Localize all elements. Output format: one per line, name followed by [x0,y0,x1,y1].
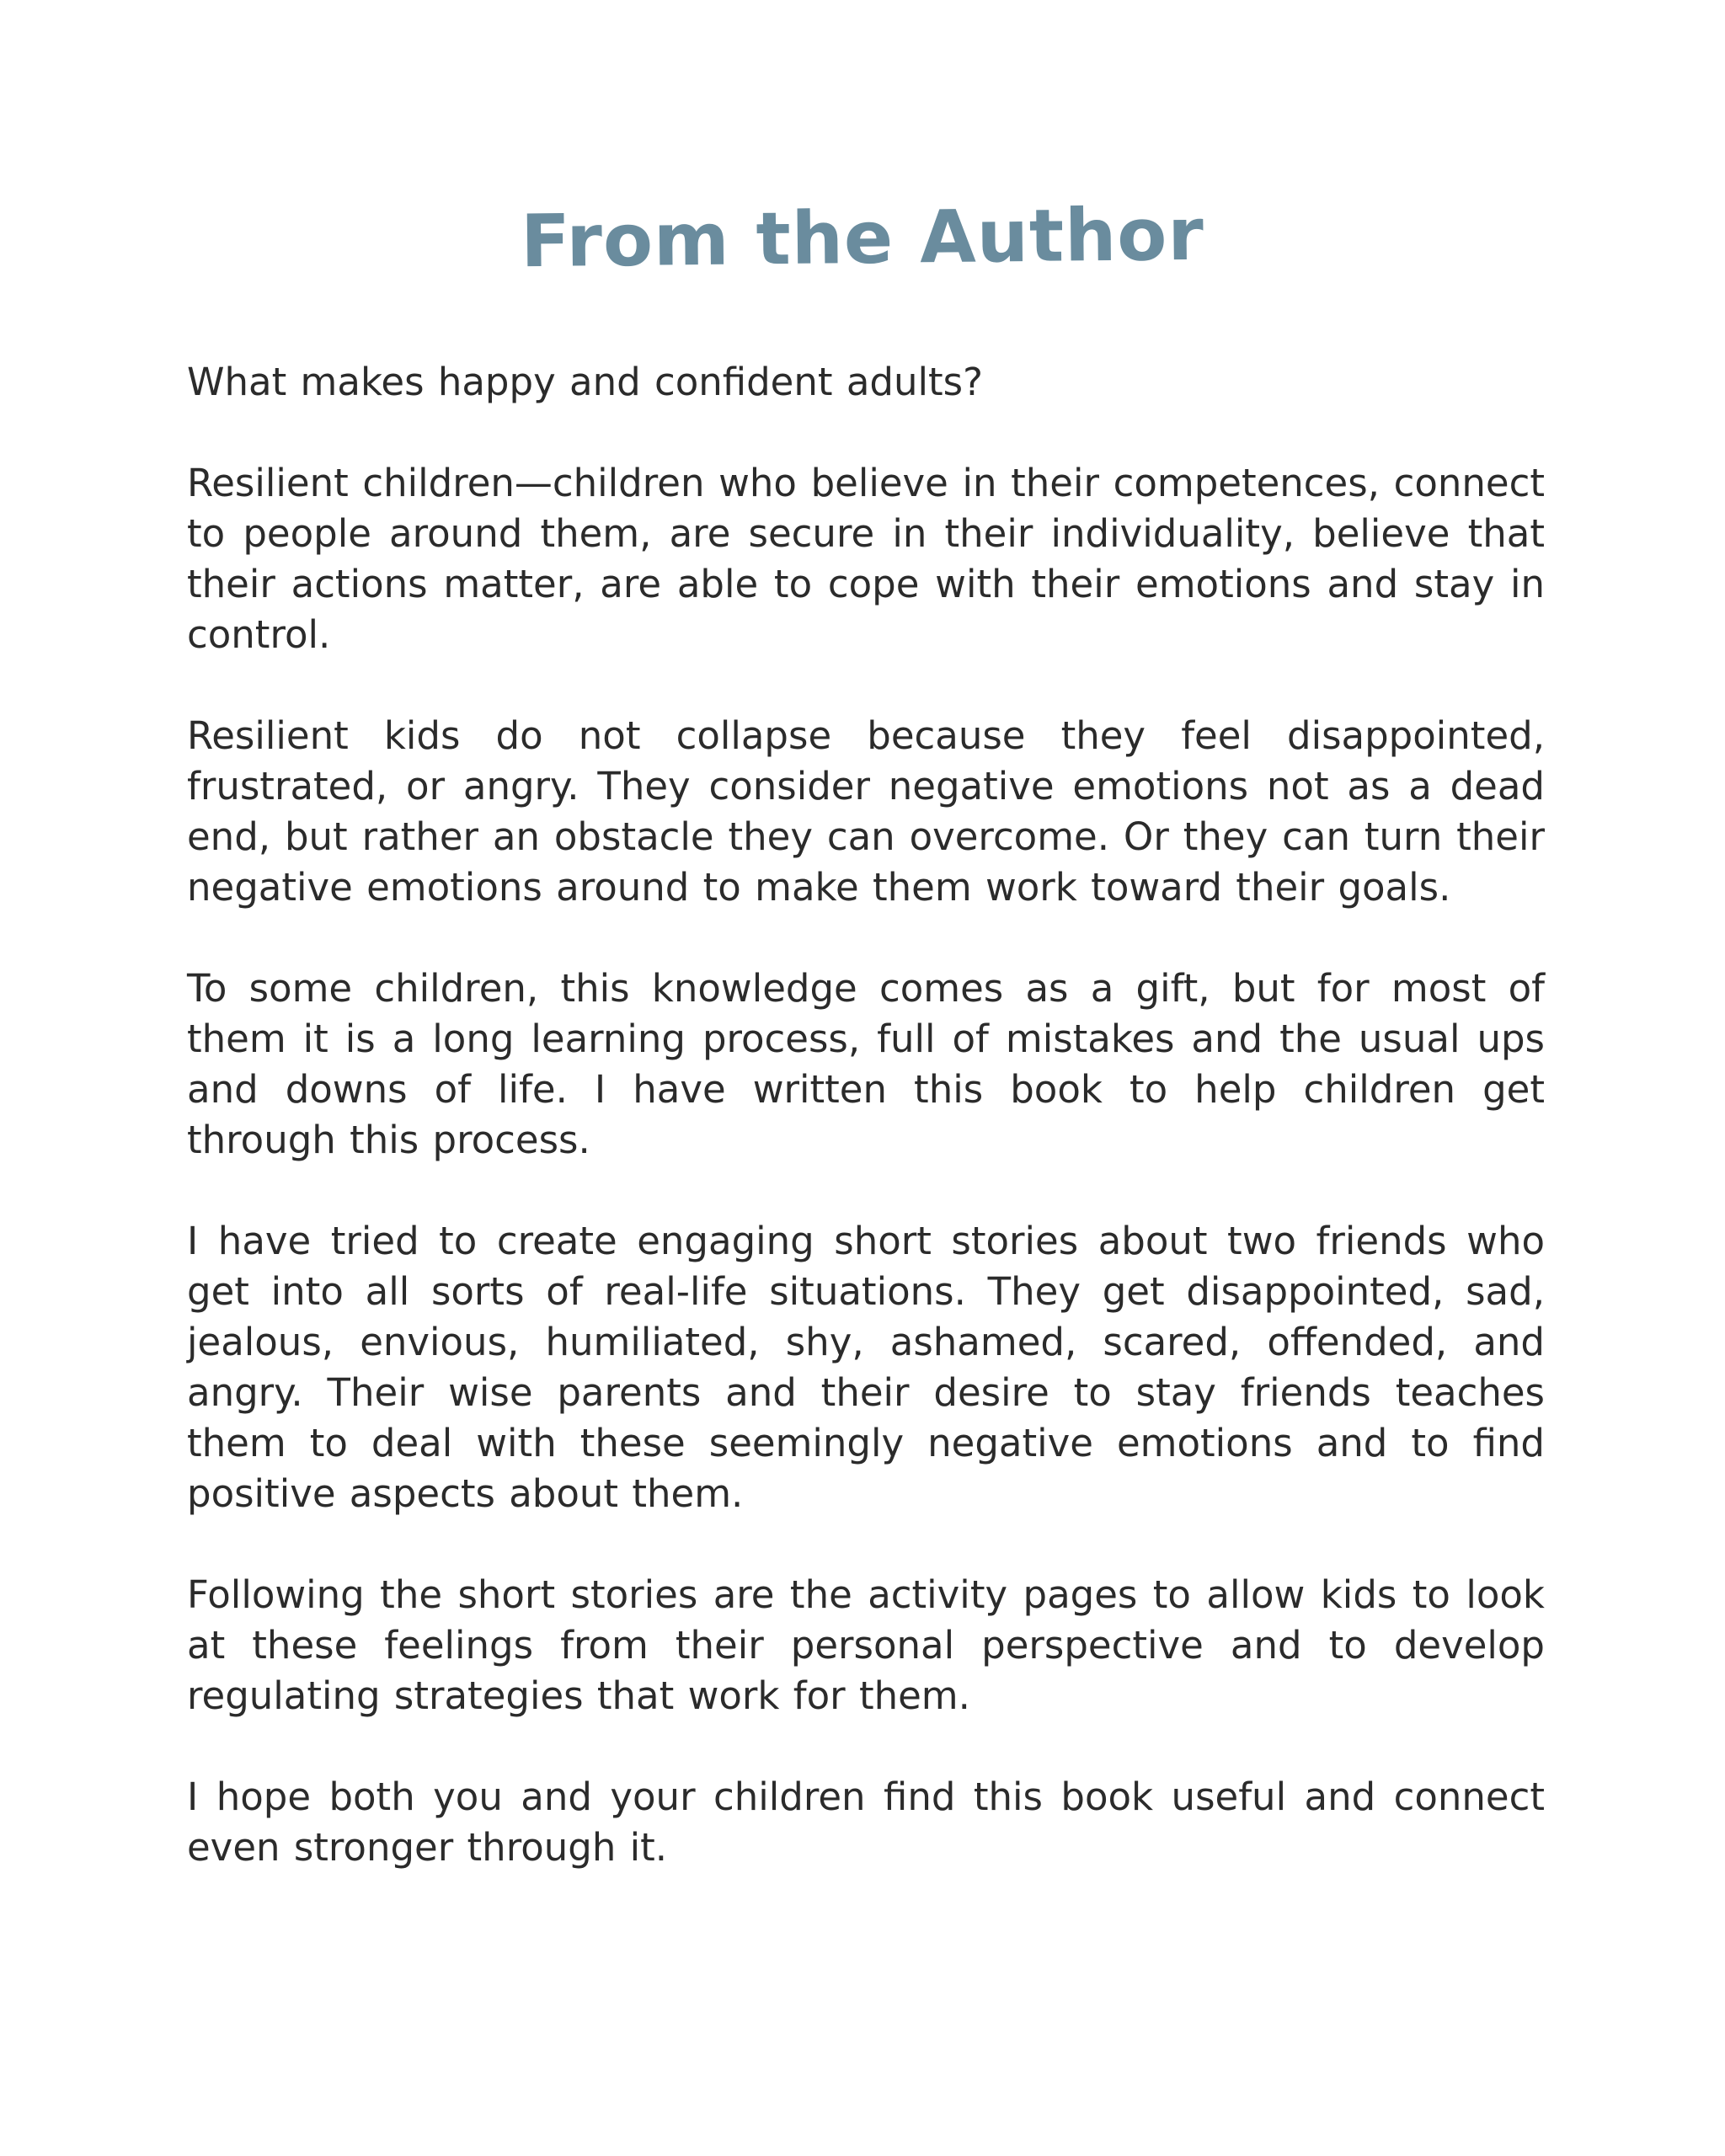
paragraph-5: I have tried to create engaging short stories about two friends who get into all sorts of real-life situations. They get disappointed, sad, jealous, envious, humiliated, shy, ashamed, scared, offended, and angry. Their wise parents and their desire to stay friends teaches them to deal with these seemingly negative emotions and to find positive aspects about them. [187,1219,1545,1516]
paragraph-1: What makes happy and confident adults? [187,360,983,404]
paragraph-6: Following the short stories are the activity pages to allow kids to look at these feelings from their personal perspective and to develop regulating strategies that work for them. [187,1572,1545,1718]
paragraph-4: To some children, this knowledge comes as a gift, but for most of them it is a long learning process, full of mistakes and the usual ups and downs of life. I have written this book to help children get through this process. [187,966,1545,1162]
page-body [187,357,1545,1873]
paragraph-3: Resilient kids do not collapse because they feel disappointed, frustrated, or angry. They consider negative emotions not as a dead end, but rather an obstacle they can overcome. Or they can turn their negative emotions around to make them work toward their goals. [187,713,1545,910]
paragraph-7: I hope both you and your children find this book useful and connect even stronger through it. [187,1774,1545,1870]
page-title: From the Author [520,192,1205,285]
paragraph-2: Resilient children—children who believe in their competences, connect to people around them, are secure in their individuality, believe that their actions matter, are able to cope with their emotions and stay in control. [187,461,1545,657]
